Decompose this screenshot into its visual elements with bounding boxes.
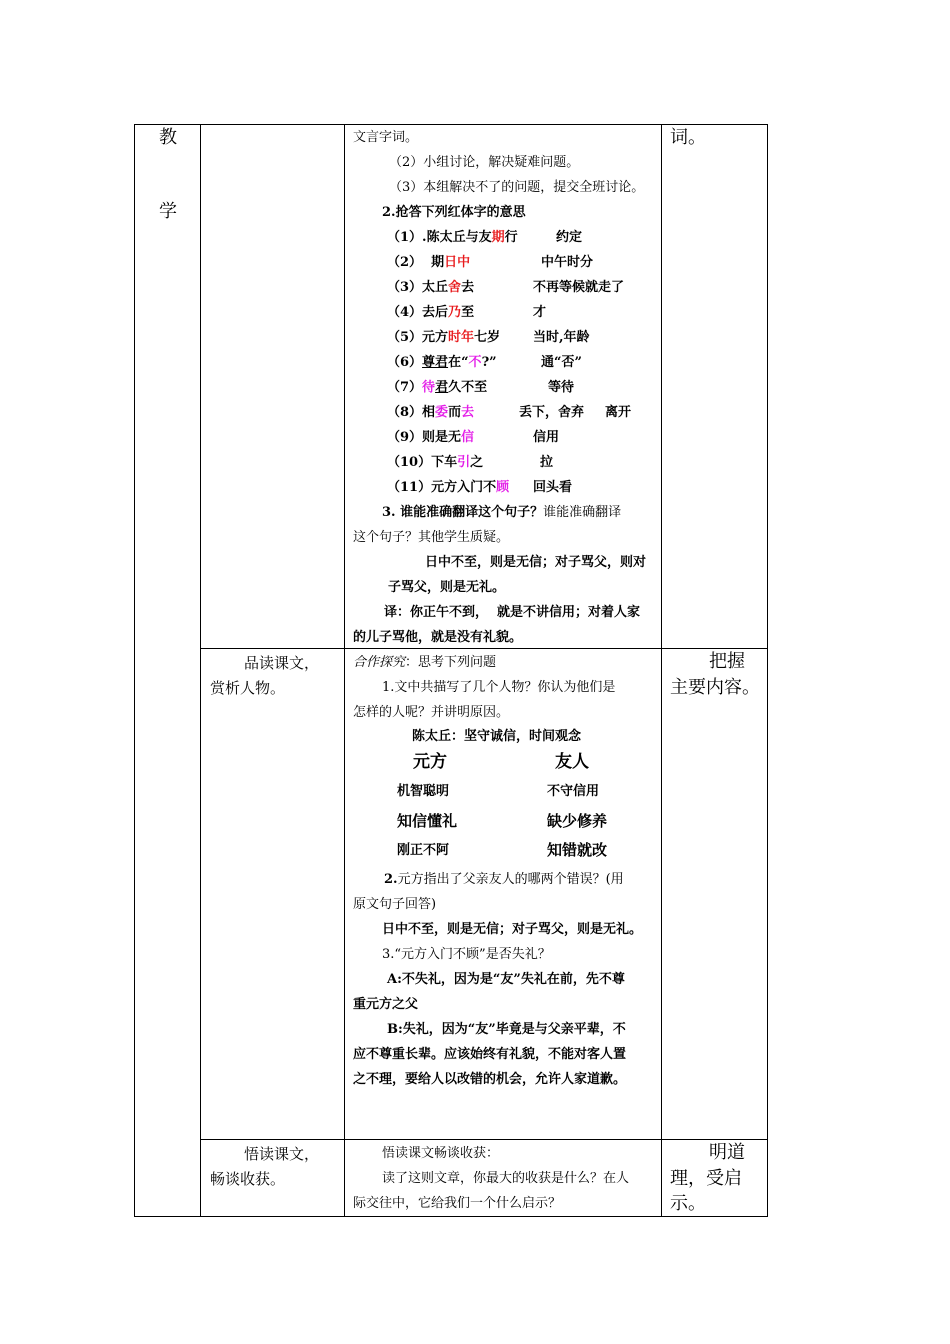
vocab-2-meaning: 中午时分 [541,255,594,270]
col-divider-2 [344,124,345,1217]
step-2: （2）小组讨论，解决疑难问题。 [389,155,580,170]
vocab-7-meaning: 等待 [548,380,575,395]
vocab-4-meaning: 才 [533,305,547,320]
q3-line-2: 这个句子？其他学生质疑。 [353,530,510,545]
col-divider-1 [200,124,201,1217]
vocab-6-meaning: 通“否” [541,355,582,370]
section-char-2: 学 [159,201,177,222]
row3-step-line-1: 悟读课文， [244,1145,320,1163]
vocab-1-meaning: 约定 [556,230,583,245]
answer-a-line-2: 重元方之父 [353,997,419,1012]
row3-line-2: 读了这则文章，你最大的收获是什么？在人 [382,1171,630,1186]
q3-question: 3.“元方入门不顾”是否失礼？ [382,947,551,962]
youren-label: 友人 [555,752,589,772]
q3-line-1: 3. 谁能准确翻译这个句子？谁能准确翻译 [382,505,622,520]
row2-step-line-2: 赏析人物。 [210,679,286,697]
trait-right-3: 知错就改 [547,841,608,859]
answer-b-line-3: 之不理，要给人以改错的机会，允许人家道歉。 [353,1072,627,1087]
vocab-1: （1）.陈太丘与友期行 [387,230,518,245]
q2-answer: 日中不至，则是无信；对子骂父，则是无礼。 [382,922,643,937]
row1-goal: 词。 [670,127,706,148]
cooperative-lead: 合作探究：思考下列问题 [353,655,497,670]
row3-goal-line-3: 示。 [670,1193,706,1214]
q2-line-2: 原文句子回答) [353,897,437,912]
row3-line-1: 悟读课文畅谈收获： [382,1146,500,1161]
vocab-11: （11）元方入门不顾 [387,480,510,495]
vocab-8-meaning-2: 离开 [605,405,632,420]
vocab-3: （3）太丘舍去 [387,280,475,295]
vocab-2: （2） 期日中 [387,255,471,270]
row3-step-line-2: 畅谈收获。 [210,1170,286,1188]
sentence-line-2: 子骂父，则是无礼。 [388,580,506,595]
col-divider-3 [661,124,662,1217]
chen-taiqiu: 陈太丘：坚守诚信，时间观念 [412,729,582,744]
q1-line-2: 怎样的人呢？并讲明原因。 [353,705,510,720]
step-3: （3）本组解决不了的问题，提交全班讨论。 [389,180,645,195]
vocab-9-meaning: 信用 [533,430,560,445]
vocab-4: （4）去后乃至 [387,305,475,320]
row2-goal-line-2: 主要内容。 [670,677,760,698]
trait-right-1: 不守信用 [547,784,600,799]
continue-line: 文言字词。 [353,130,419,145]
row2-step-line-1: 品读课文， [244,654,320,672]
vocab-8-meaning: 丢下，舍弃 [519,405,585,420]
yuanfang-label: 元方 [413,752,447,772]
answer-a-line-1: A:不失礼，因为是“友”失礼在前，先不尊 [387,972,625,987]
vocab-11-meaning: 回头看 [533,480,573,495]
answer-b-line-1: B:失礼，因为“友”毕竟是与父亲平辈，不 [387,1022,626,1037]
row-divider-2 [200,1139,768,1140]
q2-line-1: 2.元方指出了父亲友人的哪两个错误？(用 [384,872,624,887]
section-char-1: 教 [159,127,177,148]
vocab-3-meaning: 不再等候就走了 [533,280,625,295]
row3-goal-line-1: 明道 [709,1142,745,1163]
vocab-10: （10）下车引之 [387,455,484,470]
row3-line-3: 际交往中，它给我们一个什么启示？ [353,1196,562,1211]
q2-title: 2.抢答下列红体字的意思 [382,205,526,220]
row-divider-1 [200,648,768,649]
q1-line-1: 1.文中共描写了几个人物？你认为他们是 [382,680,616,695]
vocab-8: （8）相委而去 [387,405,475,420]
vocab-6: （6）尊君在“不?” [387,355,497,370]
answer-b-line-2: 应不尊重长辈。应该始终有礼貌，不能对客人置 [353,1047,627,1062]
translation-line-1: 译：你正午不到， 就是不讲信用；对着人家 [384,605,641,620]
vocab-9: （9）则是无信 [387,430,475,445]
row3-goal-line-2: 理，受启 [670,1168,742,1189]
trait-left-1: 机智聪明 [397,784,450,799]
vocab-7: （7）待君久不至 [387,380,488,395]
trait-right-2: 缺少修养 [547,812,608,830]
vocab-5-meaning: 当时,年龄 [533,330,590,345]
trait-left-2: 知信懂礼 [397,812,458,830]
sentence-line-1: 日中不至，则是无信；对子骂父，则对 [425,555,647,570]
row2-goal-line-1: 把握 [709,651,745,672]
vocab-10-meaning: 拉 [540,455,554,470]
vocab-5: （5）元方时年七岁 [387,330,501,345]
translation-line-2: 的儿子骂他，就是没有礼貌。 [353,630,523,645]
trait-left-3: 刚正不阿 [397,843,450,858]
